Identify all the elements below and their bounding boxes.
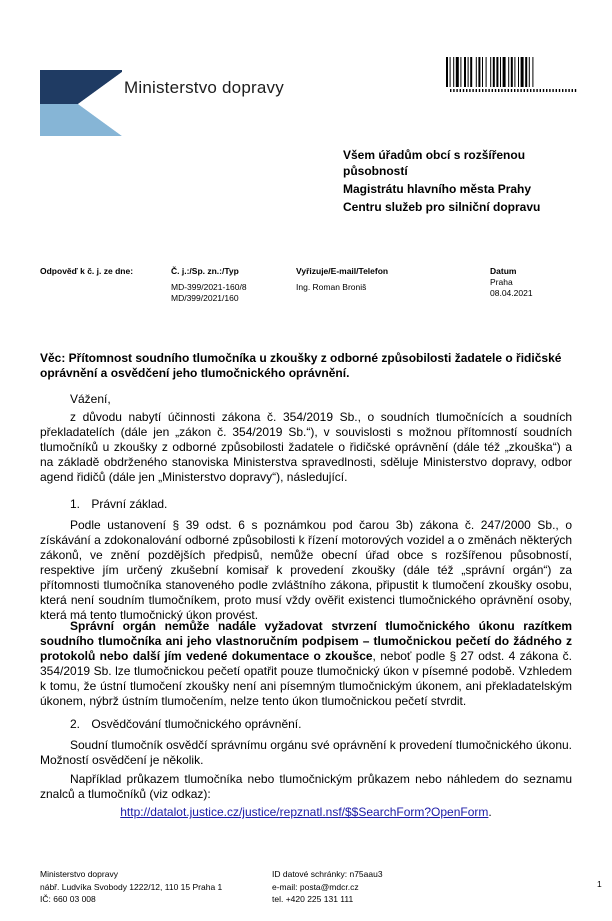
page-number: 1 (597, 879, 602, 889)
barcode (446, 57, 579, 93)
date-value: 08.04.2021 (490, 288, 533, 298)
section-2-heading (70, 717, 301, 731)
section-1-paragraph-2-rest: , neboť podle § 27 odst. 4 zákona č. 354/2019 Sb. lze tlumočnickou pečetí opatřit pouze tlumočnický úkon v písemné podobě. Vzhledem k tomu, že ústní tlumočení zkoušky není ani písemným tlumočnickým úkonem, ani překladatelským úkonem, nýbrž ústním tlumočením, nelze tento úkon tlumočnickou pečetí stvrdit. (40, 649, 572, 708)
section-2-number: 2. (70, 717, 81, 731)
section-1-number: 1. (70, 497, 81, 511)
section-2-paragraph-2: Například průkazem tlumočníka nebo tlumočnickým průkazem nebo náhledem do seznamu znalců a tlumočníků (viz odkaz): (40, 772, 572, 801)
ministry-logo (40, 70, 130, 136)
footer-databox: ID datové schránky: n75aau3 (272, 869, 383, 879)
register-link-line (0, 805, 612, 819)
handler-value: Ing. Roman Broniš (296, 282, 367, 292)
recipients-block (343, 147, 583, 217)
section-2-paragraph-1: Soudní tlumočník osvědčí správnímu orgánu své oprávnění k provedení tlumočnického úkonu. Možností osvědčení je několik. (40, 738, 572, 767)
recipient-2: Magistrátu hlavního města Prahy (343, 182, 532, 196)
reply-label: Odpověď k č. j. ze dne: (40, 266, 134, 276)
link-suffix: . (488, 805, 492, 819)
recipient-3: Centru služeb pro silniční dopravu (343, 200, 541, 214)
subject: Věc: Přítomnost soudního tlumočníka u zkoušky z odborné způsobilosti žadatele o řidičské oprávnění a osvědčení jeho tlumočnického oprávnění. (40, 351, 562, 380)
section-1-paragraph-1: Podle ustanovení § 39 odst. 6 s poznámkou pod čarou 3b) zákona č. 247/2000 Sb., o získávání a zdokonalování odborné způsobilosti k řízení motorových vozidel a o změnách některých zákonů, ve znění pozdějších předpisů, nemůže obecní úřad obce s rozšířenou působností, respektive jím určený zkušební komisař k provedení zkoušky (dále též „správní orgán“) za přítomnosti tlumočníka stanoveného podle zvláštního zákona, připustit k tlumočení zkoušky osobu, která není soudním tlumočníkem, proto musí vždy ověřit existenci tlumočnického oprávnění osoby, která má tento tlumočnický úkon provést. (40, 518, 572, 622)
section-1-emphasis: Správní orgán nemůže nadále vyžadovat stvrzení tlumočnického úkonu razítkem soudního tlumočníka ani jeho vlastnoručním podpisem – tlumočnickou pečetí do žádného z protokolů nebo další jím vedené dokumentace o zkoušce (40, 619, 572, 663)
footer-street: nábř. Ludvíka Svobody 1222/12, 110 15 Praha 1 (40, 881, 223, 892)
reply-reference (40, 266, 133, 277)
ministry-name: Ministerstvo dopravy (124, 78, 284, 97)
salutation: Vážení, (70, 392, 111, 406)
footer-org: Ministerstvo dopravy (40, 869, 118, 879)
register-link[interactable]: http://datalot.justice.cz/justice/repznatl.nsf/$$SearchForm?OpenForm (120, 805, 489, 819)
section-1-heading (70, 497, 167, 511)
date-place: Praha (490, 277, 513, 287)
case-reference (171, 266, 247, 304)
section-1-paragraph-2 (40, 619, 572, 709)
footer-ico: IČ: 660 03 008 (40, 894, 96, 904)
recipient-1: Všem úřadům obcí s rozšířenou působností (343, 148, 526, 178)
ref-label: Č. j.:/Sp. zn.:/Typ (171, 266, 239, 276)
section-1-title: Právní základ. (91, 497, 168, 511)
intro-paragraph: z důvodu nabytí účinnosti zákona č. 354/2019 Sb., o soudních tlumočnících a soudních překladatelích (dále jen „zákon č. 354/2019 Sb.“), v souvislosti s možnou přítomností soudních tlumočníků u zkoušky z odborné způsobilosti žadatele o řidičské oprávnění (dále též „zkouška“) a na základě obdrženého stanoviska Ministerstva spravedlnosti, sděluje Ministerstvo dopravy, odbor agend řidičů (dále jen „Ministerstvo dopravy“), následující. (40, 410, 572, 484)
date-reference (490, 266, 533, 299)
handler-reference (296, 266, 388, 293)
date-label: Datum (490, 266, 517, 276)
footer-phone: tel. +420 225 131 111 (272, 894, 354, 904)
ref-line-2: MD/399/2021/160 (171, 293, 239, 303)
footer-address (40, 868, 222, 906)
handler-label: Vyřizuje/E-mail/Telefon (296, 266, 389, 276)
section-2-title: Osvědčování tlumočnického oprávnění. (91, 717, 302, 731)
ref-line-1: MD-399/2021-160/8 (171, 282, 247, 292)
footer-contact (272, 868, 383, 906)
footer-email: e-mail: posta@mdcr.cz (272, 881, 359, 892)
